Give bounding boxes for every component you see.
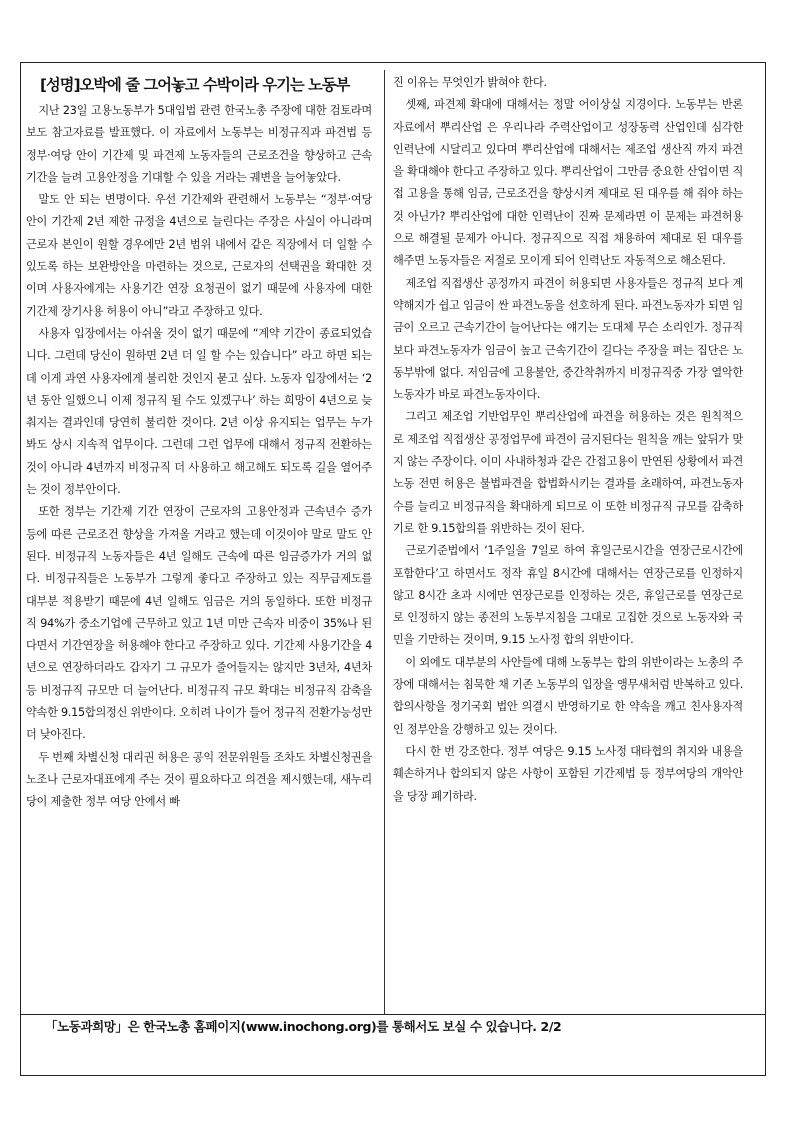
paragraph-continued: 진 이유는 무엇인가 밝혀야 한다.	[393, 76, 547, 89]
left-column	[26, 72, 372, 814]
page-footer: 「노동과희망」은 한국노총 홈페이지(www.inochong.org)를 통해서도 보실 수 있습니다. 2/2	[20, 1014, 766, 1040]
paragraph: 제조업 직접생산 공정까지 파견이 허용되면 사용자들은 정규직 보다 계약해지가 쉽고 임금이 싼 파견노동을 선호하게 된다. 파견노동자가 되면 임금이 오르고 근속기간이 늘어난다는 얘기는 도대체 무슨 소리인가. 정규직보다 파견노동자가 임금이 높고 근속기간이 길다는 주장을 펴는 집단은 노동부밖에 없다. 저임금에 고용불안, 중간착취까지 비정규직중 가장 열악한 노동자가 바로 파견노동자이다.	[393, 276, 743, 402]
statement-title: [성명]오박에 줄 그어놓고 수박이라 우기는 노동부	[40, 76, 350, 94]
paragraph: 다시 한 번 강조한다. 정부 여당은 9.15 노사정 대타협의 취지와 내용을 훼손하거나 합의되지 않은 사항이 포함된 기간제법 등 정부여당의 개악안을 당장 폐기하라.	[393, 744, 743, 803]
paragraph: 지난 23일 고용노동부가 5대입법 관련 한국노총 주장에 대한 검토라며 보도 참고자료를 발표했다. 이 자료에서 노동부는 비정규직과 파견법 등 정부·여당 안이 기간제 및 파견제 노동자들의 근로조건을 향상하고 근속기간을 늘려 고용안정을 기대할 수 있을 거라는 궤변을 늘어놓았다.	[26, 104, 372, 184]
paragraph: 또한 정부는 기간제 기간 연장이 근로자의 고용안정과 근속년수 증가 등에 따른 근로조건 향상을 가져올 거라고 했는데 이것이야 말로 말도 안된다. 비정규직 노동자들은 4년 일해도 근속에 따른 임금증가가 거의 없다. 비정규직들은 노동부가 그렇게 좋다고 주장하고 있는 직무급제도를 대부분 적용받기 때문에 4년 일해도 임금은 거의 동일하다. 또한 비정규직 94%가 중소기업에 근무하고 있고 1년 미만 근속자 비중이 35%나 된다면서 기간연장을 허용해야 한다고 주장하고 있다. 기간제 사용기간을 4년으로 연장하더라도 갑자기 그 규모가 줄어들지는 않지만 3년차, 4년차 등 비정규직 규모만 더 늘어난다. 비정규직 규모 확대는 비정규직 감축을 약속한 9.15합의정신 위반이다. 오히려 나이가 들어 정규직 전환가능성만 더 낮아진다.	[26, 505, 372, 742]
right-column	[393, 72, 743, 808]
paragraph: 그리고 제조업 기반업무인 뿌리산업에 파견을 허용하는 것은 원칙적으로 제조업 직접생산 공정업무에 파견이 금지된다는 원칙을 깨는 앞뒤가 맞지 않는 주장이다. 이미 사내하청과 같은 간접고용이 만연된 상황에서 파견노동 전면 허용은 불법파견을 합법화시키는 결과를 초래하여, 파견노동자수를 늘리고 비정규직을 확대하게 되므로 이 또한 비정규직 규모를 감축하기로 한 9.15합의를 위반하는 것이 된다.	[393, 410, 743, 535]
column-divider	[384, 70, 385, 1014]
paragraph: 말도 안 되는 변명이다. 우선 기간제와 관련해서 노동부는 “정부·여당안이 기간제 2년 제한 규정을 4년으로 늘린다는 주장은 사실이 아니라며 근로자 본인이 원할 경우에만 2년 범위 내에서 같은 직장에서 더 일할 수 있도록 하는 보완방안을 마련하는 것으로, 근로자의 선택권을 확대한 것이며 사용자에게는 사용기간 연장 요청권이 없기 때문에 사용자에 대한 기간제 장기사용 허용이 아니”라고 주장하고 있다.	[26, 193, 372, 318]
paragraph: 사용자 입장에서는 아쉬울 것이 없기 때문에 “계약 기간이 종료되었습니다. 그런데 당신이 원하면 2년 더 일 할 수는 있습니다” 라고 하면 되는데 이게 과연 사용자에게 불리한 것인지 묻고 싶다. 노동자 입장에서는 ‘2년 동안 일했으니 이제 정규직 될 수도 있겠구나’ 하는 희망이 4년으로 늦춰지는 결과인데 당연히 불리한 것이다. 2년 이상 유지되는 업무는 누가 봐도 상시 지속적 업무이다. 그런데 그런 업무에 대해서 정규직 전환하는 것이 아니라 4년까지 비정규직 더 사용하고 해고해도 되도록 길을 열어주는 것이 정부안이다.	[26, 326, 372, 497]
paragraph: 근로기준법에서 ‘1주일을 7일로 하여 휴일근로시간을 연장근로시간에 포함한다’고 하면서도 정작 휴일 8시간에 대해서는 연장근로를 인정하지 않고 8시간 초과 시에만 연장근로를 인정하는 것은, 휴일근로를 연장근로로 인정하지 않는 종전의 노동부지침을 그대로 고집한 것으로 노동자와 국민을 기만하는 것이며, 9.15 노사정 합의 위반이다.	[393, 544, 743, 647]
paragraph: 이 외에도 대부분의 사안들에 대해 노동부는 합의 위반이라는 노총의 주장에 대해서는 침묵한 채 기존 노동부의 입장을 앵무새처럼 반복하고 있다. 합의사항을 정기국회 법안 의결시 반영하기로 한 약속을 깨고 친사용자적인 정부안을 강행하고 있는 것이다.	[393, 655, 743, 736]
paragraph: 두 번째 차별신청 대리권 허용은 공익 전문위원들 조차도 차별신청권을 노조나 근로자대표에게 주는 것이 필요하다고 의견을 제시했는데, 새누리당이 제출한 정부 여당 안에서 빠	[26, 750, 372, 809]
paragraph: 셋째, 파견제 확대에 대해서는 정말 어이상실 지경이다. 노동부는 반론자료에서 뿌리산업 은 우리나라 주력산업이고 성장동력 산업인데 심각한 인력난에 시달리고 있다며 뿌리산업에 대해서는 제조업 생산직 까지 파견을 확대해야 한다고 주장하고 있다. 뿌리산업이 그만큼 중요한 산업이면 직접 고용을 통해 임금, 근로조건을 향상시켜 제대로 된 대우를 해 줘야 하는 것 아닌가? 뿌리산업에 대한 인력난이 진짜 문제라면 이 문제는 파견허용으로 해결될 문제가 아니다. 정규직으로 직접 채용하여 제대로 된 대우를 해주면 노동자들은 저절로 모이게 되어 인력난도 자동적으로 해소된다.	[393, 98, 743, 268]
